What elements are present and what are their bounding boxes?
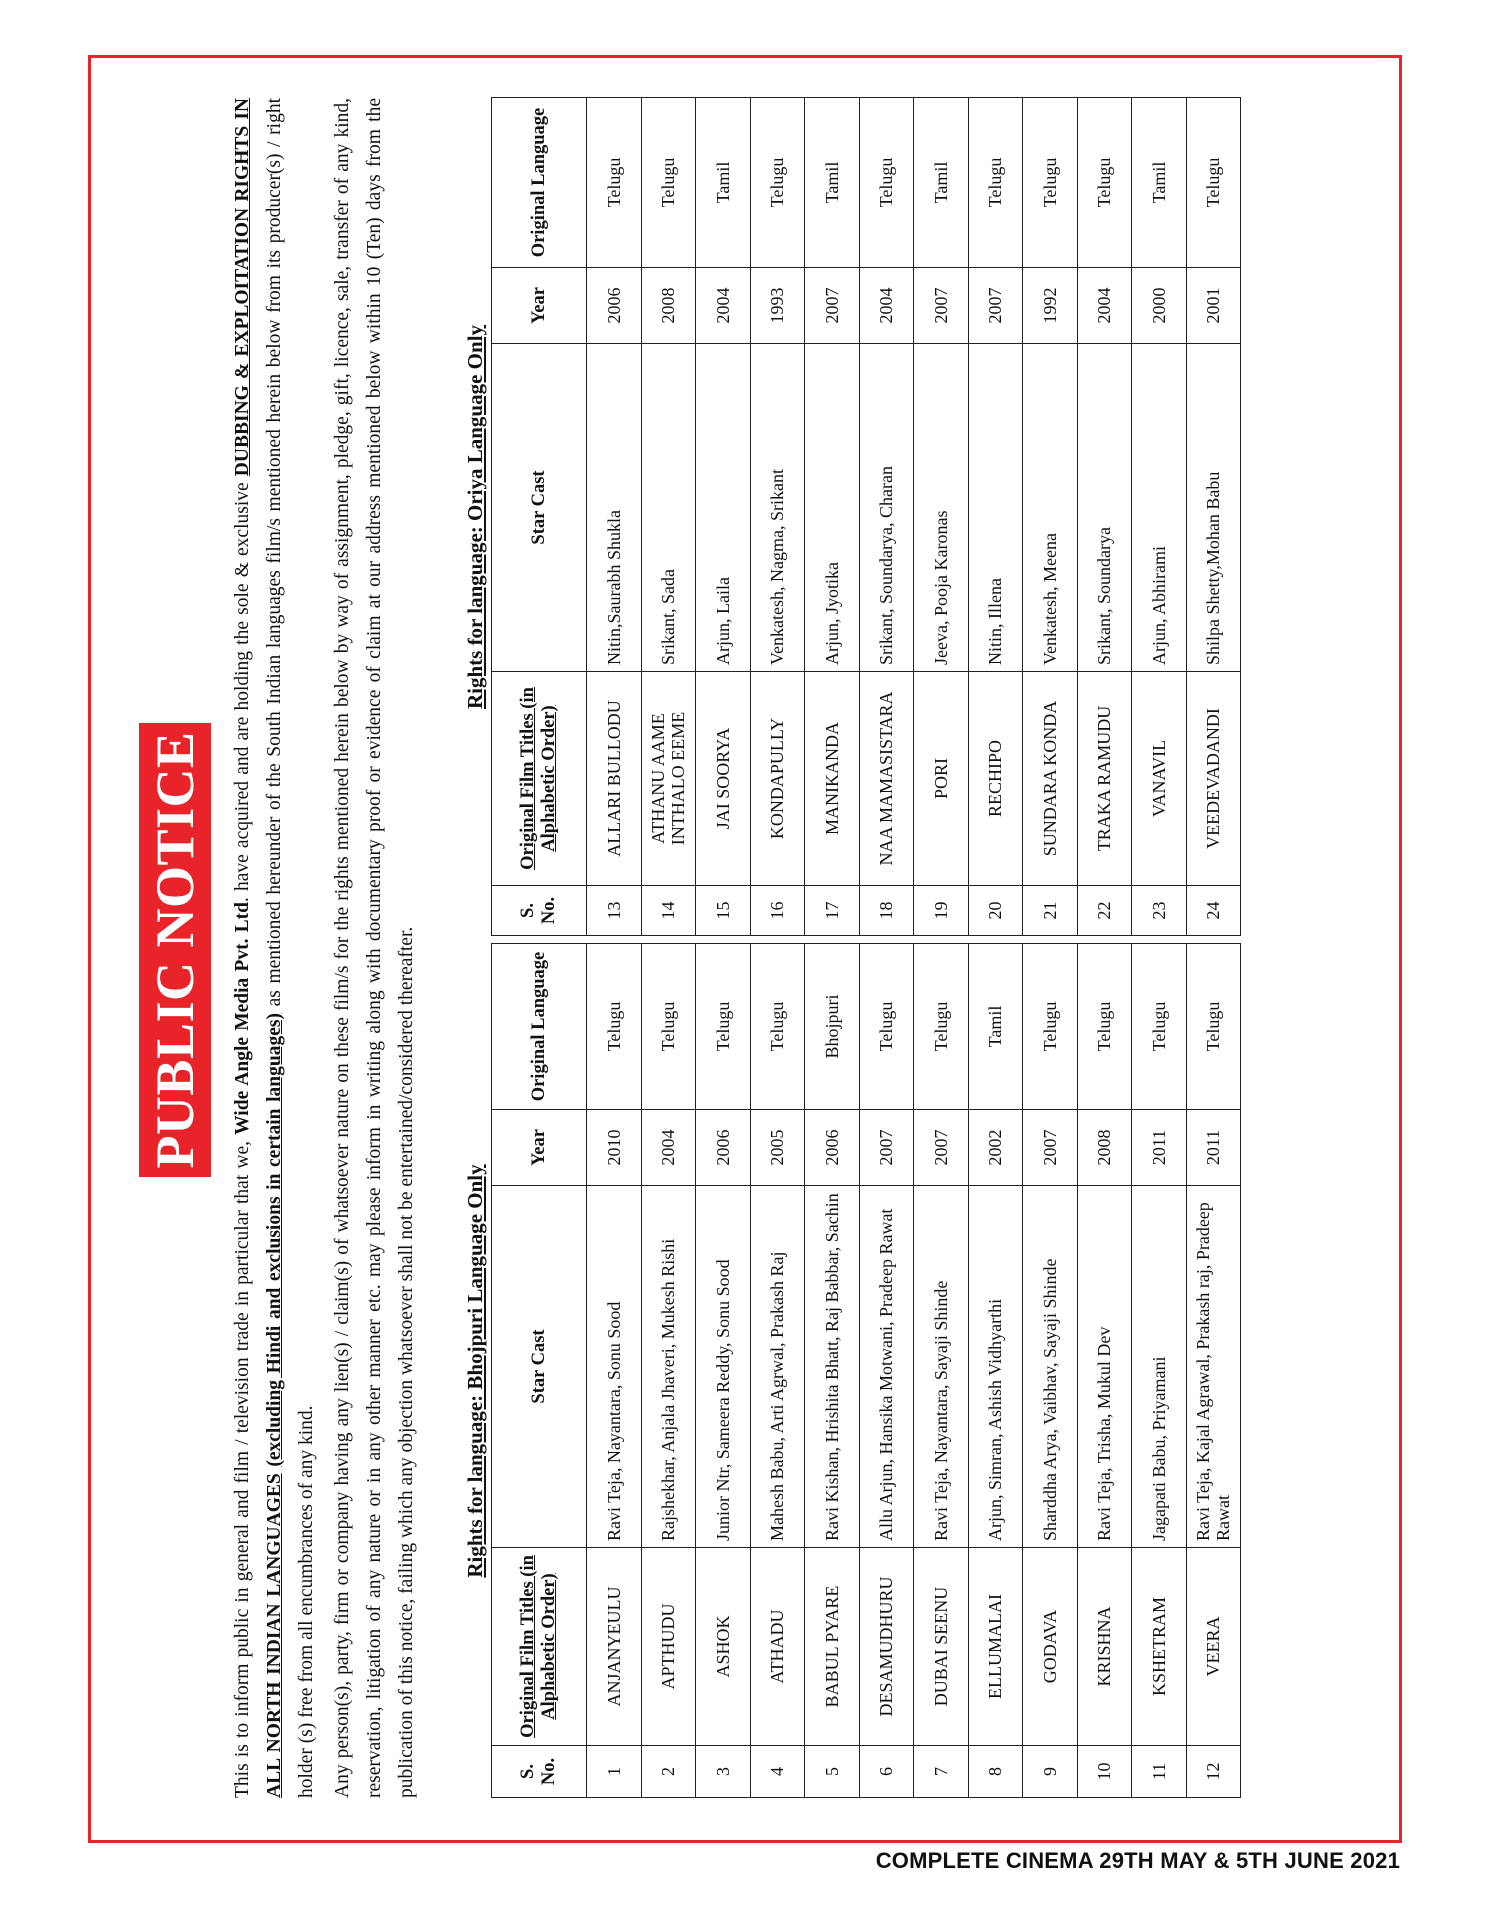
cell-lang: Telugu — [968, 98, 1023, 268]
table-row — [750, 98, 805, 936]
cell-year: 2004 — [1077, 268, 1132, 344]
cell-cast: Ravi Teja, Kajal Agrawal, Prakash raj, Pradeep Rawat — [1186, 1186, 1241, 1548]
cell-lang: Telugu — [1077, 944, 1132, 1110]
table-row — [968, 98, 1023, 936]
cell-cast: Jeeva, Pooja Karonas — [914, 344, 969, 672]
cell-year: 2008 — [641, 268, 696, 344]
table-row — [1077, 944, 1132, 1798]
oriya-heading: Rights for language: Oriya Language Only — [463, 324, 487, 710]
cell-year: 2008 — [1077, 1110, 1132, 1186]
oriya-table — [491, 97, 1241, 936]
cell-sno: 17 — [805, 886, 860, 936]
cell-sno: 11 — [1132, 1746, 1187, 1798]
cell-lang: Telugu — [1077, 98, 1132, 268]
cell-sno: 15 — [696, 886, 751, 936]
cell-cast: Allu Arjun, Hansika Motwani, Pradeep Rawat — [859, 1186, 914, 1548]
table-row — [859, 98, 914, 936]
cell-cast: Shilpa Shetty,Mohan Babu — [1186, 344, 1241, 672]
cell-cast: Jagapati Babu, Priyamani — [1132, 1186, 1187, 1548]
rights-text: DUBBING & EXPLOITATION RIGHTS IN ALL NORTH INDIAN LANGUAGES — [232, 98, 285, 1798]
cell-year: 2007 — [1023, 1110, 1078, 1186]
cell-title: PORI — [914, 672, 969, 886]
cell-sno: 16 — [750, 886, 805, 936]
cell-year: 2011 — [1132, 1110, 1187, 1186]
cell-sno: 23 — [1132, 886, 1187, 936]
cell-cast: Venkatesh, Meena — [1023, 344, 1078, 672]
publication-footer: COMPLETE CINEMA 29TH MAY & 5TH JUNE 2021 — [875, 1848, 1400, 1873]
cell-sno: 10 — [1077, 1746, 1132, 1798]
cell-title: BABUL PYARE — [805, 1548, 860, 1746]
cell-sno: 14 — [641, 886, 696, 936]
cell-title: TRAKA RAMUDU — [1077, 672, 1132, 886]
cell-lang: Telugu — [914, 944, 969, 1110]
cell-title: GODAVA — [1023, 1548, 1078, 1746]
cell-year: 2010 — [587, 1110, 642, 1186]
col-lang-header: Original Language — [492, 944, 587, 1110]
exclusion-text: (excluding Hindi and exclusions in certain languages) — [264, 1013, 285, 1467]
cell-title: KONDAPULLY — [750, 672, 805, 886]
cell-lang: Telugu — [1186, 98, 1241, 268]
table-row — [1186, 944, 1241, 1798]
cell-cast: Mahesh Babu, Arti Agrwal, Prakash Raj — [750, 1186, 805, 1548]
cell-title: KSHETRAM — [1132, 1548, 1187, 1746]
cell-year: 2007 — [914, 268, 969, 344]
cell-cast: Venkatesh, Nagma, Srikant — [750, 344, 805, 672]
cell-title: DUBAI SEENU — [914, 1548, 969, 1746]
cell-cast: Ravi Teja, Nayantara, Sonu Sood — [587, 1186, 642, 1548]
cell-year: 2002 — [968, 1110, 1023, 1186]
cell-cast: Arjun, Simran, Ashish Vidhyarthi — [968, 1186, 1023, 1548]
cell-title: ATHANU AAME INTHALO EEME — [641, 672, 696, 886]
cell-cast: Ravi Teja, Trisha, Mukul Dev — [1077, 1186, 1132, 1548]
cell-year: 2007 — [805, 268, 860, 344]
cell-sno: 9 — [1023, 1746, 1078, 1798]
intro-text-b: . have acquired and are holding the sole & exclusive — [232, 476, 253, 903]
cell-title: APTHUDU — [641, 1548, 696, 1746]
cell-lang: Telugu — [1186, 944, 1241, 1110]
cell-cast: Sharddha Arya, Vaibhav, Sayaji Shinde — [1023, 1186, 1078, 1548]
cell-year: 2000 — [1132, 268, 1187, 344]
cell-cast: Ravi Teja, Nayantara, Sayaji Shinde — [914, 1186, 969, 1548]
cell-title: VANAVIL — [1132, 672, 1187, 886]
cell-lang: Telugu — [1023, 944, 1078, 1110]
cell-year: 2004 — [641, 1110, 696, 1186]
cell-cast: Rajshekhar, Anjala Jhaveri, Mukesh Rishi — [641, 1186, 696, 1548]
cell-title: ELLUMALAI — [968, 1548, 1023, 1746]
cell-lang: Telugu — [1132, 944, 1187, 1110]
cell-cast: Srikant, Sada — [641, 344, 696, 672]
cell-title: ALLARI BULLODU — [587, 672, 642, 886]
cell-cast: Arjun, Laila — [696, 344, 751, 672]
table-row — [641, 98, 696, 936]
cell-lang: Telugu — [750, 944, 805, 1110]
table-row — [805, 98, 860, 936]
cell-cast: Junior Ntr, Sameera Reddy, Sonu Sood — [696, 1186, 751, 1548]
cell-year: 2011 — [1186, 1110, 1241, 1186]
cell-lang: Tamil — [805, 98, 860, 268]
cell-lang: Telugu — [587, 944, 642, 1110]
col-title-header — [492, 1548, 587, 1746]
table-row — [1132, 944, 1187, 1798]
col-sno-header: S. No. — [492, 886, 587, 936]
bhojpuri-heading: Rights for language: Bhojpuri Language Only — [463, 1164, 487, 1578]
cell-lang: Telugu — [587, 98, 642, 268]
cell-sno: 4 — [750, 1746, 805, 1798]
cell-title: MANIKANDA — [805, 672, 860, 886]
cell-title: JAI SOORYA — [696, 672, 751, 886]
table-row — [859, 944, 914, 1798]
col-title-header — [492, 672, 587, 886]
cell-title: SUNDARA KONDA — [1023, 672, 1078, 886]
table-row — [1077, 98, 1132, 936]
cell-sno: 13 — [587, 886, 642, 936]
cell-sno: 21 — [1023, 886, 1078, 936]
cell-cast: Srikant, Soundarya — [1077, 344, 1132, 672]
cell-year: 2005 — [750, 1110, 805, 1186]
table-row — [1186, 98, 1241, 936]
col-year-header: Year — [492, 268, 587, 344]
cell-cast: Arjun, Abhirami — [1132, 344, 1187, 672]
cell-sno: 1 — [587, 1746, 642, 1798]
table-row — [914, 98, 969, 936]
cell-title: ANJANYEULU — [587, 1548, 642, 1746]
cell-sno: 22 — [1077, 886, 1132, 936]
cell-title: VEEDEVADANDI — [1186, 672, 1241, 886]
cell-lang: Telugu — [696, 944, 751, 1110]
company-name: Wide Angle Media Pvt. Ltd — [232, 902, 253, 1135]
cell-lang: Telugu — [1023, 98, 1078, 268]
cell-title: RECHIPO — [968, 672, 1023, 886]
cell-cast: Nitin, Illena — [968, 344, 1023, 672]
intro-text-a: This is to inform public in general and film / television trade in particular that we, — [232, 1134, 253, 1798]
cell-lang: Telugu — [859, 98, 914, 268]
table-row — [805, 944, 860, 1798]
col-lang-header: Original Language — [492, 98, 587, 268]
table-row — [1023, 944, 1078, 1798]
table-row — [1132, 98, 1187, 936]
cell-lang: Tamil — [1132, 98, 1187, 268]
table-row — [587, 98, 642, 936]
cell-title: VEERA — [1186, 1548, 1241, 1746]
cell-lang: Telugu — [750, 98, 805, 268]
cell-year: 1993 — [750, 268, 805, 344]
claims-paragraph: Any person(s), party, firm or company having any lien(s) / claim(s) of whatsoever nature on these film/s for the rights mentioned herein below by way of assignment, pledge, gift, licence, sale, transfer of any kind, reservation, litigation of any nature or in any other manner etc. may please inform in writing along with documentary proof or evidence of claim at our address mentioned below within 10 (Ten) days from the publication of this notice, failing which any objection whatsoever shall not be entertained/considered thereafter. — [332, 98, 417, 1798]
cell-title: KRISHNA — [1077, 1548, 1132, 1746]
cell-lang: Telugu — [641, 98, 696, 268]
bhojpuri-table — [491, 943, 1241, 1798]
cell-title: DESAMUDHURU — [859, 1548, 914, 1746]
cell-sno: 12 — [1186, 1746, 1241, 1798]
table-row — [750, 944, 805, 1798]
cell-cast: Ravi Kishan, Hrishita Bhatt, Raj Babbar, Sachin — [805, 1186, 860, 1548]
col-title-label: Original Film Titles (in Alphabetic Order) — [518, 687, 559, 870]
cell-lang: Telugu — [859, 944, 914, 1110]
cell-sno: 2 — [641, 1746, 696, 1798]
table-row — [641, 944, 696, 1798]
cell-sno: 18 — [859, 886, 914, 936]
cell-lang: Tamil — [968, 944, 1023, 1110]
cell-title: ATHADU — [750, 1548, 805, 1746]
cell-title: NAA MAMASISTARA — [859, 672, 914, 886]
cell-lang: Telugu — [641, 944, 696, 1110]
table-row — [1023, 98, 1078, 936]
col-year-header: Year — [492, 1110, 587, 1186]
table-row — [914, 944, 969, 1798]
col-sno-header: S. No. — [492, 1746, 587, 1798]
intro-text-d: as mentioned hereunder of the South Indian languages film/s mentioned herein below from its producer(s) / right holder (s) free from all encumbrances of any kind. — [264, 98, 317, 1798]
cell-year: 2004 — [859, 268, 914, 344]
table-header-row — [492, 98, 587, 936]
cell-year: 2006 — [805, 1110, 860, 1186]
col-cast-header: Star Cast — [492, 1186, 587, 1548]
cell-lang: Bhojpuri — [805, 944, 860, 1110]
cell-sno: 24 — [1186, 886, 1241, 936]
cell-year: 2006 — [587, 268, 642, 344]
cell-year: 2001 — [1186, 268, 1241, 344]
cell-year: 2007 — [914, 1110, 969, 1186]
cell-sno: 20 — [968, 886, 1023, 936]
cell-sno: 19 — [914, 886, 969, 936]
col-cast-header: Star Cast — [492, 344, 587, 672]
table-row — [696, 98, 751, 936]
cell-cast: Arjun, Jyotika — [805, 344, 860, 672]
cell-sno: 6 — [859, 1746, 914, 1798]
table-row — [587, 944, 642, 1798]
cell-title: ASHOK — [696, 1548, 751, 1746]
cell-sno: 3 — [696, 1746, 751, 1798]
cell-year: 2007 — [859, 1110, 914, 1186]
notice-title: PUBLIC NOTICE — [139, 723, 211, 1176]
cell-year: 1992 — [1023, 268, 1078, 344]
intro-paragraph — [227, 98, 323, 1798]
intro-text-c — [264, 1467, 285, 1474]
col-title-label: Original Film Titles (in Alphabetic Order) — [518, 1555, 559, 1738]
cell-sno: 5 — [805, 1746, 860, 1798]
cell-lang: Tamil — [696, 98, 751, 268]
cell-lang: Tamil — [914, 98, 969, 268]
cell-year: 2007 — [968, 268, 1023, 344]
cell-cast: Nitin,Saurabh Shukla — [587, 344, 642, 672]
cell-sno: 7 — [914, 1746, 969, 1798]
table-row — [968, 944, 1023, 1798]
notice-frame — [88, 55, 1402, 1843]
rotated-notice — [95, 60, 1395, 1840]
cell-cast: Srikant, Soundarya, Charan — [859, 344, 914, 672]
cell-sno: 8 — [968, 1746, 1023, 1798]
table-header-row — [492, 944, 587, 1798]
table-row — [696, 944, 751, 1798]
cell-year: 2004 — [696, 268, 751, 344]
cell-year: 2006 — [696, 1110, 751, 1186]
